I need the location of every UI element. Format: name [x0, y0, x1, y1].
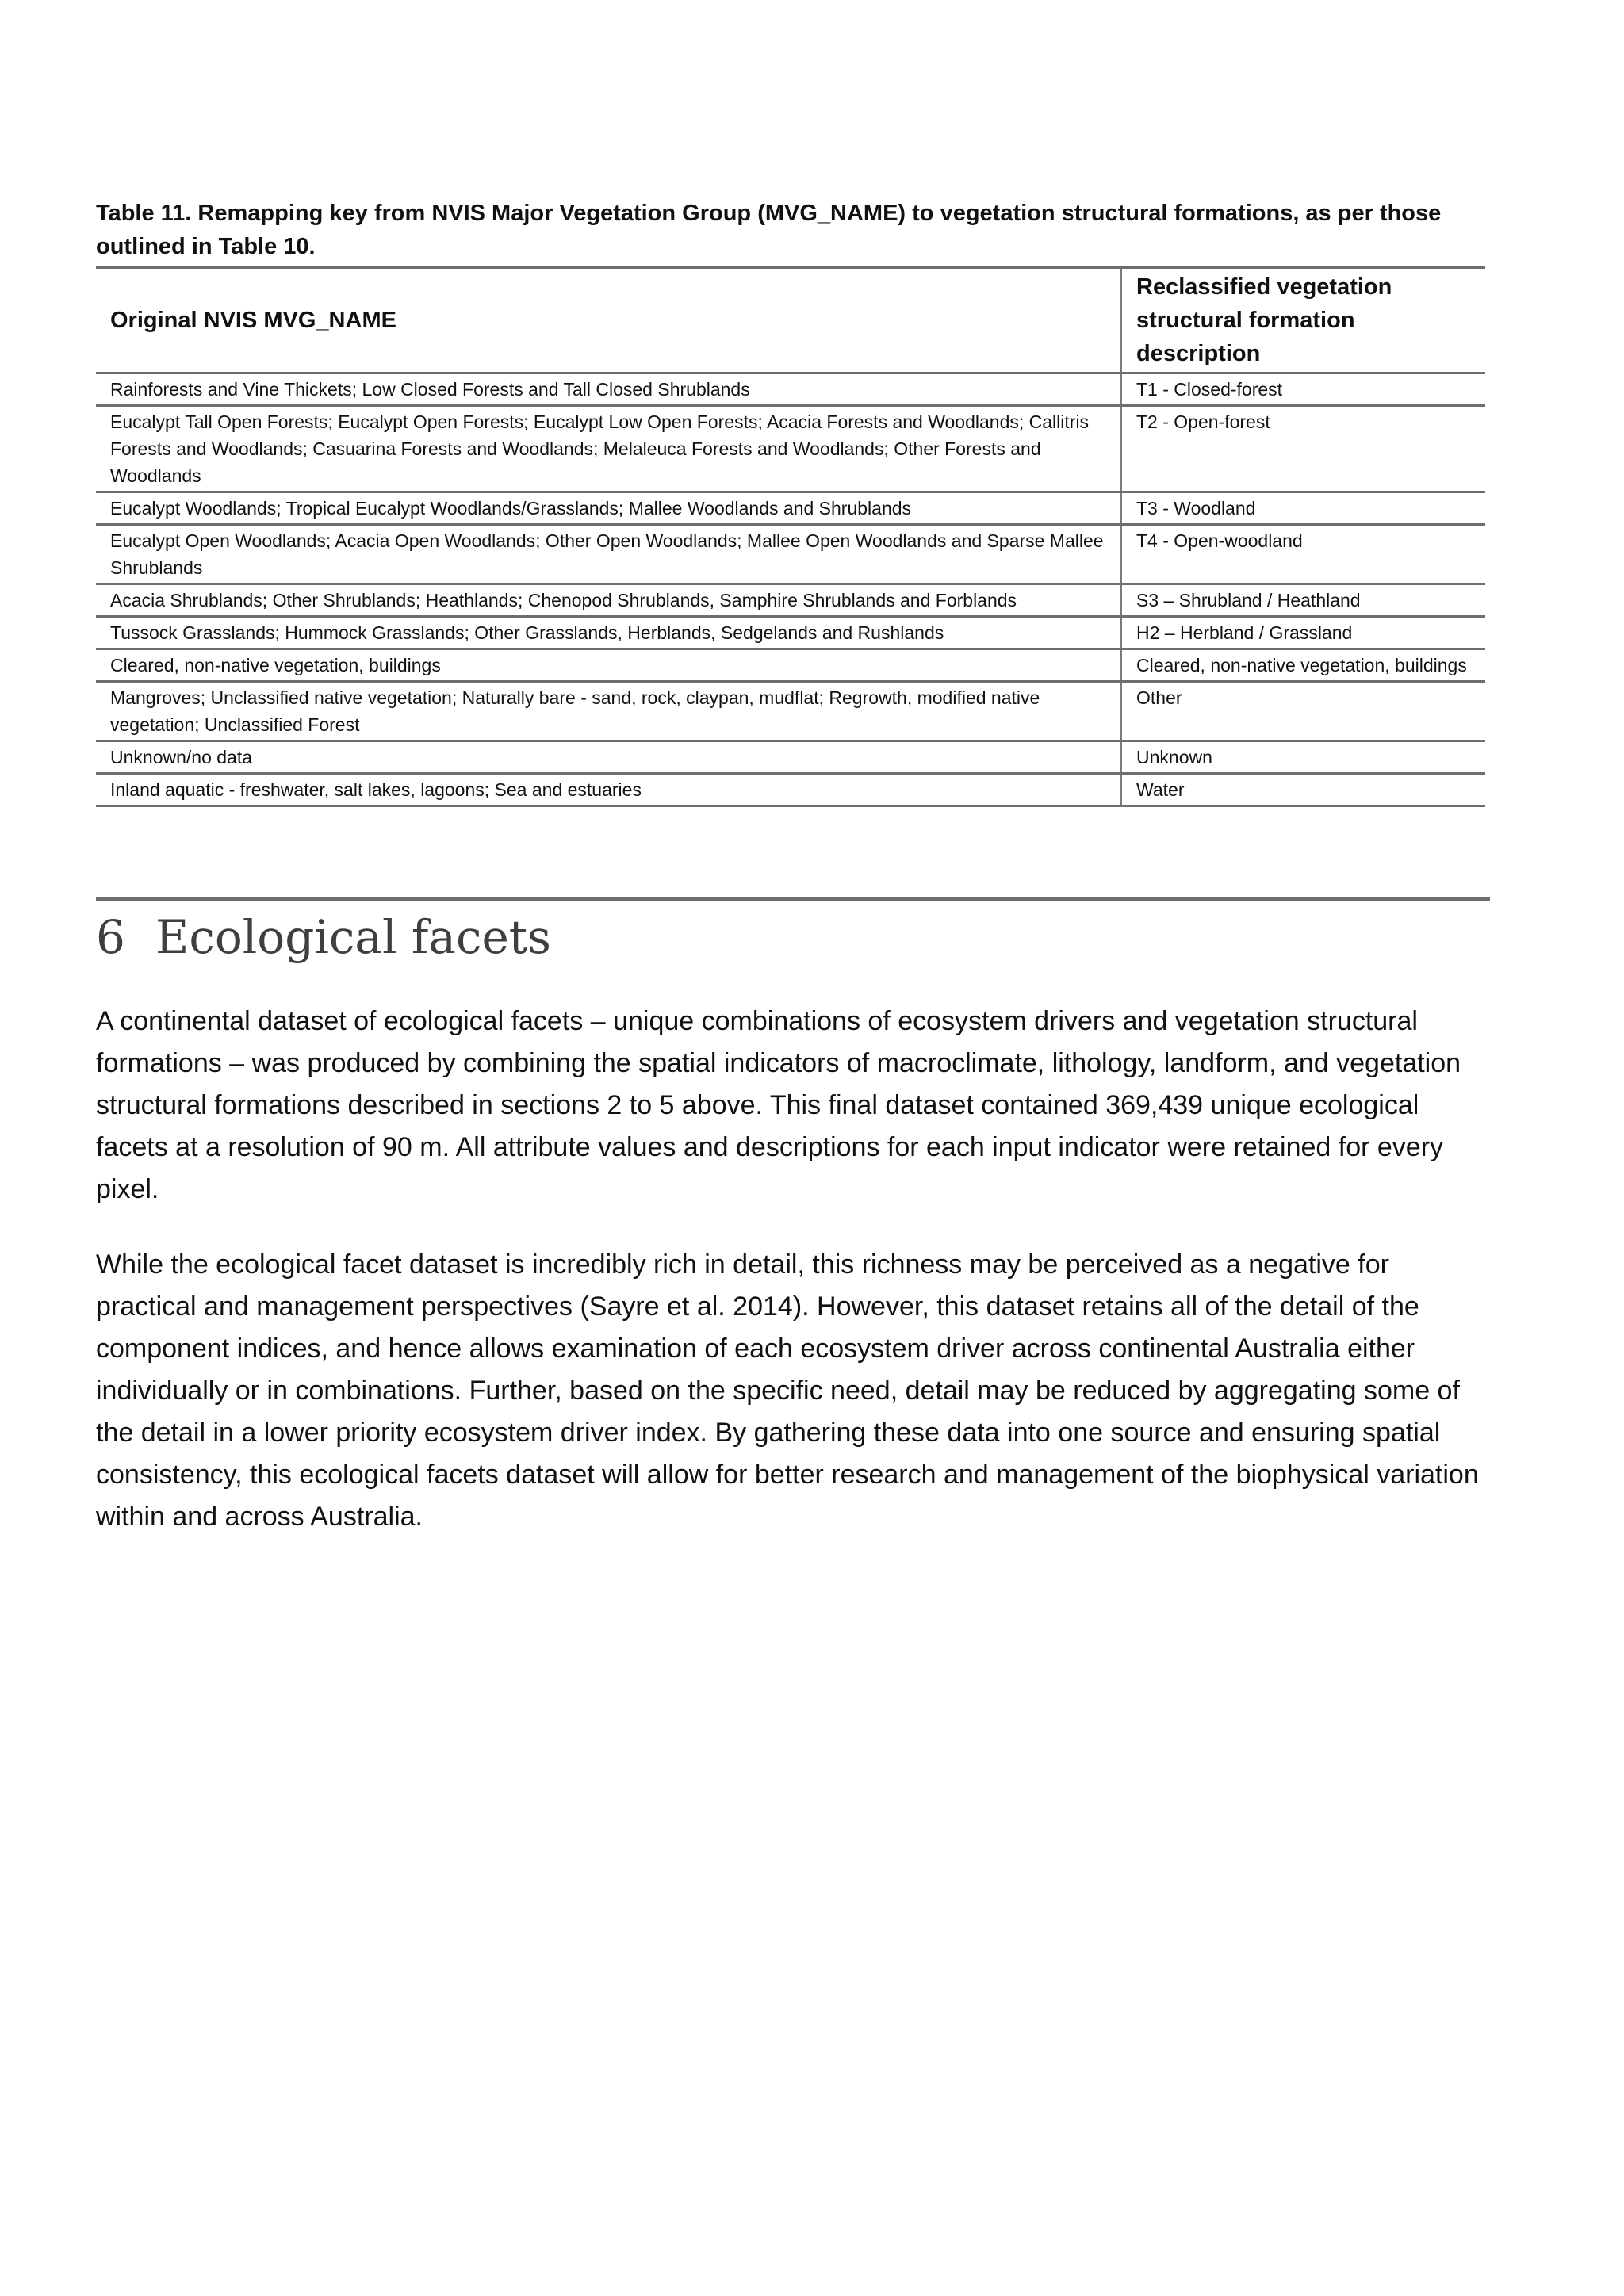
reclassified-cell: S3 – Shrubland / Heathland: [1121, 584, 1485, 617]
table-row: [96, 492, 1485, 525]
table-row: [96, 649, 1485, 682]
original-mvg-cell: Inland aquatic - freshwater, salt lakes, lagoons; Sea and estuaries: [96, 774, 1121, 806]
table-row: [96, 617, 1485, 649]
reclassified-cell: T1 - Closed-forest: [1121, 373, 1485, 406]
table-row: [96, 682, 1485, 741]
section-number: 6: [96, 910, 125, 964]
reclassified-cell: Other: [1121, 682, 1485, 741]
original-mvg-cell: Eucalypt Woodlands; Tropical Eucalypt Woodlands/Grasslands; Mallee Woodlands and Shrublands: [96, 492, 1121, 525]
reclassified-cell: T3 - Woodland: [1121, 492, 1485, 525]
table-header-row: [96, 268, 1485, 373]
original-mvg-cell: Eucalypt Open Woodlands; Acacia Open Woodlands; Other Open Woodlands; Mallee Open Woodlands and Sparse Mallee Shrublands: [96, 525, 1121, 584]
original-mvg-cell: Cleared, non-native vegetation, buildings: [96, 649, 1121, 682]
table-row: [96, 741, 1485, 774]
body-paragraph-2: While the ecological facet dataset is incredibly rich in detail, this richness may be perceived as a negative for practical and management perspectives (Sayre et al. 2014). However, this dataset retains all of the detail of the component indices, and hence allows examination of each ecosystem driver across continental Australia either individually or in combinations. Further, based on the specific need, detail may be reduced by aggregating some of the detail in a lower priority ecosystem driver index. By gathering these data into one source and ensuring spatial consistency, this ecological facets dataset will allow for better research and management of the biophysical variation within and across Australia.: [96, 1249, 1479, 1532]
original-mvg-cell: Tussock Grasslands; Hummock Grasslands; Other Grasslands, Herblands, Sedgelands and Rushlands: [96, 617, 1121, 649]
original-mvg-cell: Rainforests and Vine Thickets; Low Closed Forests and Tall Closed Shrublands: [96, 373, 1121, 406]
section-title: Ecological facets: [155, 910, 551, 964]
table-row: [96, 406, 1485, 492]
header-reclassified-formation: Reclassified vegetation structural formation description: [1121, 268, 1485, 373]
section-heading: [96, 905, 1490, 969]
original-mvg-cell: Mangroves; Unclassified native vegetation; Naturally bare - sand, rock, claypan, mudflat; Regrowth, modified native vegetation; Unclassified Forest: [96, 682, 1121, 741]
reclassified-cell: Water: [1121, 774, 1485, 806]
reclassified-cell: Cleared, non-native vegetation, buildings: [1121, 649, 1485, 682]
remapping-table: [96, 266, 1485, 807]
document-page: [96, 197, 1490, 1571]
header-original-mvg-name: Original NVIS MVG_NAME: [96, 268, 1121, 373]
reclassified-cell: T4 - Open-woodland: [1121, 525, 1485, 584]
body-paragraph-1: A continental dataset of ecological facets – unique combinations of ecosystem drivers and vegetation structural formations – was produced by combining the spatial indicators of macroclimate, lithology, landform, and vegetation structural formations described in sections 2 to 5 above. This final dataset contained 369,439 unique ecological facets at a resolution of 90 m. All attribute values and descriptions for each input indicator were retained for every pixel.: [96, 1006, 1461, 1204]
original-mvg-cell: Eucalypt Tall Open Forests; Eucalypt Open Forests; Eucalypt Low Open Forests; Acacia Forests and Woodlands; Callitris Forests and Woodlands; Casuarina Forests and Woodlands; Melaleuca Forests and Woodlands; Other Forests and Woodlands: [96, 406, 1121, 492]
original-mvg-cell: Unknown/no data: [96, 741, 1121, 774]
table-row: [96, 584, 1485, 617]
table-row: [96, 774, 1485, 806]
table-row: [96, 525, 1485, 584]
reclassified-cell: T2 - Open-forest: [1121, 406, 1485, 492]
section-divider: [96, 897, 1490, 901]
original-mvg-cell: Acacia Shrublands; Other Shrublands; Heathlands; Chenopod Shrublands, Samphire Shrublands and Forblands: [96, 584, 1121, 617]
reclassified-cell: H2 – Herbland / Grassland: [1121, 617, 1485, 649]
table-row: [96, 373, 1485, 406]
reclassified-cell: Unknown: [1121, 741, 1485, 774]
table-caption: Table 11. Remapping key from NVIS Major Vegetation Group (MVG_NAME) to vegetation structural formations, as per those outlined in Table 10.: [96, 201, 1442, 259]
